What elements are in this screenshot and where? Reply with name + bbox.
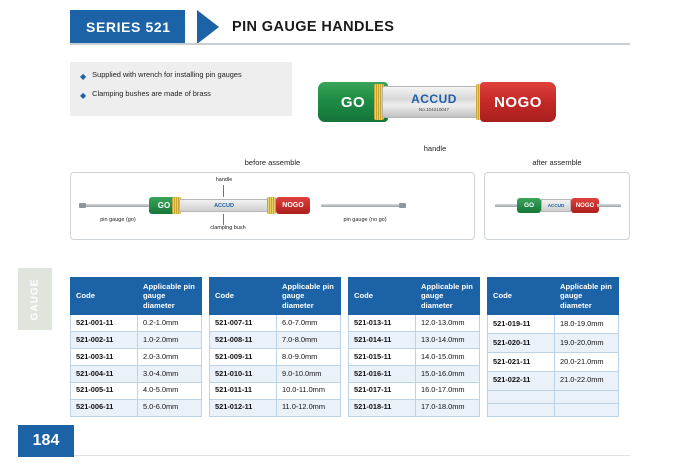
header-code: Code [488,278,555,315]
cell-diameter: 20.0-21.0mm [555,353,619,372]
section-tab-gauge [18,268,52,330]
cell-code: 521-019-11 [488,315,555,334]
table-row-empty [488,390,619,403]
table-header-row [210,278,341,315]
cell-diameter: 13.0-14.0mm [416,332,480,349]
cell-diameter: 0.2-1.0mm [138,315,202,332]
cell-diameter: 11.0-12.0mm [277,399,341,416]
page-title: PIN GAUGE HANDLES [232,19,395,35]
brand-sublabel: No.104210047 [418,107,450,112]
table-row [349,332,480,349]
cell-diameter: 14.0-15.0mm [416,349,480,366]
cell-code: 521-022-11 [488,371,555,390]
table-header-row [488,278,619,315]
cell-diameter: 19.0-20.0mm [555,334,619,353]
nogo-cap [480,82,556,122]
header-code: Code [71,278,138,315]
diagram-knurl-right [267,197,276,214]
cell-code: 521-018-11 [349,399,416,416]
cell-diameter: 5.0-6.0mm [138,399,202,416]
diagram-go-cap: GO [149,197,179,214]
cell-diameter: 7.0-8.0mm [277,332,341,349]
table-row [488,353,619,372]
handle-body [382,86,486,118]
cell-code: 521-008-11 [210,332,277,349]
page-number: 184 [18,425,74,457]
section-tab-label: GAUGE [29,278,41,320]
diamond-bullet-icon: ◆ [80,72,87,81]
table-row [488,334,619,353]
assembled-handle-body [541,199,571,212]
table-header-row [349,278,480,315]
feature-text: Supplied with wrench for installing pin gauges [92,70,242,79]
table-row [210,349,341,366]
cell-code: 521-016-11 [349,366,416,383]
cell-diameter: 18.0-19.0mm [555,315,619,334]
spec-table-1 [70,277,202,417]
nogo-cap-label: NOGO [494,93,542,111]
after-assemble-panel [484,172,630,240]
table-row [349,382,480,399]
table-row [488,315,619,334]
callout-clamping-bush: clamping bush [210,225,246,231]
table-row [71,349,202,366]
cell-code: 521-017-11 [349,382,416,399]
header-code: Code [210,278,277,315]
footer-divider [70,455,630,456]
table-row [349,366,480,383]
table-header-row [71,278,202,315]
table-row [488,371,619,390]
table-row [349,315,480,332]
spec-table-3 [348,277,480,417]
header-diameter: Applicable pin gauge diameter [138,278,202,315]
table-row [349,399,480,416]
spec-table-4 [487,277,619,417]
cell-diameter: 17.0-18.0mm [416,399,480,416]
cell-code: 521-009-11 [210,349,277,366]
cell-diameter: 6.0-7.0mm [277,315,341,332]
table-row [71,399,202,416]
table-row-empty [488,403,619,416]
pin-gauge-go-tip [79,203,86,208]
page-header [0,10,700,44]
table-row [71,315,202,332]
cell-code: 521-004-11 [71,366,138,383]
header-divider [70,43,630,45]
callout-clamp-leader [223,214,224,225]
cell-code: 521-012-11 [210,399,277,416]
cell-code: 521-013-11 [349,315,416,332]
assembled-brand-label: ACCUD [547,203,565,208]
cell-diameter: 4.0-5.0mm [138,382,202,399]
cell-diameter: 3.0-4.0mm [138,366,202,383]
cell-diameter [555,403,619,416]
table-row [71,332,202,349]
specification-tables [70,277,630,417]
before-assemble-panel [70,172,475,240]
cell-code: 521-021-11 [488,353,555,372]
cell-code: 521-006-11 [71,399,138,416]
cell-code: 521-011-11 [210,382,277,399]
cell-diameter [555,390,619,403]
cell-diameter: 2.0-3.0mm [138,349,202,366]
cell-diameter: 12.0-13.0mm [416,315,480,332]
table-row [71,366,202,383]
series-badge [70,10,185,44]
after-assemble-label: after assemble [532,158,582,167]
cell-code [488,403,555,416]
callout-pin-gauge-nogo: pin gauge (no go) [343,217,387,223]
cell-code: 521-010-11 [210,366,277,383]
header-code: Code [349,278,416,315]
pin-gauge-nogo-tip [399,203,406,208]
assembled-rod-right [597,204,621,207]
cell-diameter: 1.0-2.0mm [138,332,202,349]
diagram-nogo-cap: NOGO [276,197,310,214]
table-row [210,366,341,383]
spec-table-2 [209,277,341,417]
table-row [349,349,480,366]
table-row [71,382,202,399]
cell-diameter: 10.0-11.0mm [277,382,341,399]
callout-handle-leader [223,185,224,197]
before-assemble-label: before assemble [244,158,301,167]
cell-diameter: 21.0-22.0mm [555,371,619,390]
cell-diameter: 16.0-17.0mm [416,382,480,399]
cell-code: 521-014-11 [349,332,416,349]
cell-code: 521-003-11 [71,349,138,366]
diamond-bullet-icon: ◆ [80,91,87,100]
cell-diameter: 9.0-10.0mm [277,366,341,383]
cell-code: 521-001-11 [71,315,138,332]
pin-gauge-nogo-rod [321,204,401,207]
cell-diameter: 15.0-16.0mm [416,366,480,383]
cell-code: 521-015-11 [349,349,416,366]
cell-code: 521-020-11 [488,334,555,353]
series-label: SERIES 521 [86,19,171,35]
callout-pin-gauge-go: pin gauge (go) [100,217,136,223]
feature-item [80,89,282,102]
assembled-nogo-cap: NOGO [571,198,599,213]
assembled-go-cap: GO [517,198,541,213]
header-diameter: Applicable pin gauge diameter [277,278,341,315]
brand-label: ACCUD [411,92,457,106]
callout-handle: handle [215,177,233,183]
header-diameter: Applicable pin gauge diameter [555,278,619,315]
feature-text: Clamping bushes are made of brass [92,89,211,98]
table-row [210,399,341,416]
features-box [70,62,292,116]
pin-gauge-go-rod [83,204,149,207]
product-image [310,70,560,132]
table-row [210,315,341,332]
header-diameter: Applicable pin gauge diameter [416,278,480,315]
cell-code: 521-005-11 [71,382,138,399]
diagram-brand-label: ACCUD [214,202,234,209]
product-caption: handle [423,144,447,153]
cell-code: 521-002-11 [71,332,138,349]
cell-diameter: 8.0-9.0mm [277,349,341,366]
cell-code: 521-007-11 [210,315,277,332]
series-arrow-icon [197,10,219,44]
feature-item [80,70,282,83]
assembled-rod-left [495,204,517,207]
table-row [210,332,341,349]
table-row [210,382,341,399]
go-cap-label: GO [340,93,366,111]
cell-code [488,390,555,403]
diagram-handle-body [179,199,269,212]
